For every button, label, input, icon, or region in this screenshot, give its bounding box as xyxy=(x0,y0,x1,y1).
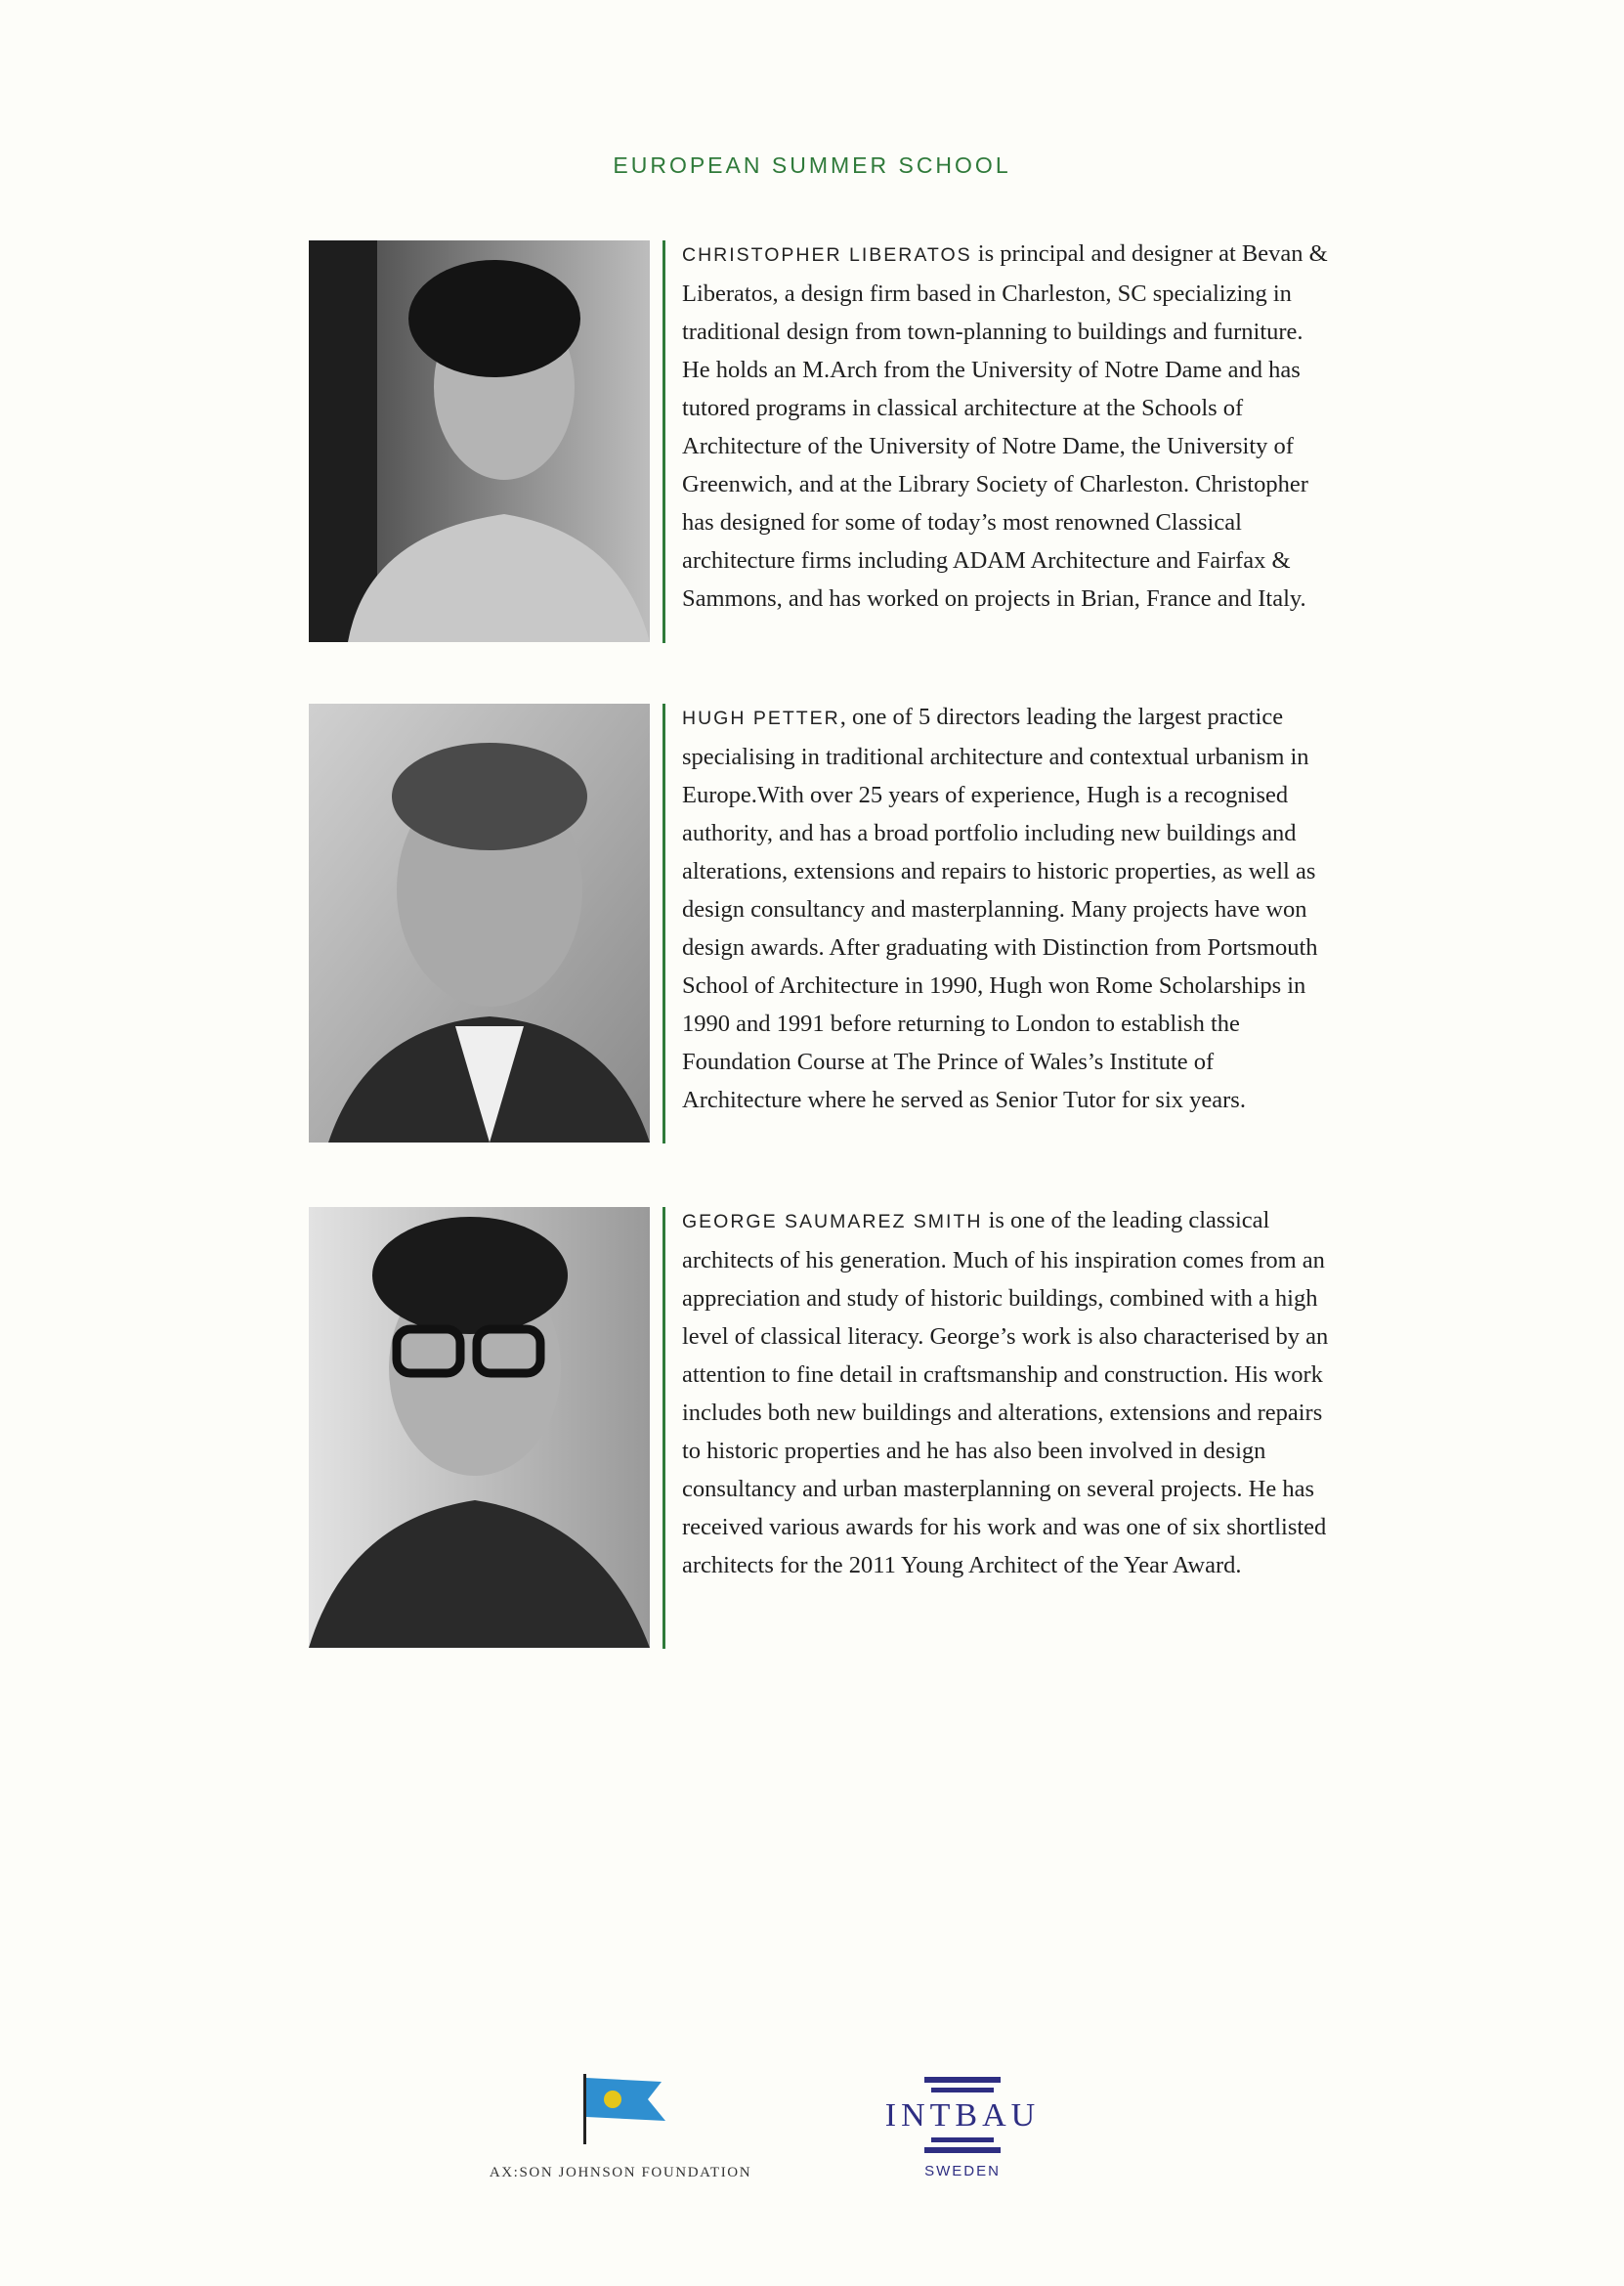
bio-divider xyxy=(662,1207,665,1649)
bio-body: , one of 5 directors leading the largest practice specialising in traditional architecture and contextual urbanism in Europe.With over 25 years of experience, Hugh is a recognised authority, and has a broad portfolio including new buildings and alterations, extensions and repairs to historic properties, as well as design consultancy and masterplanning. Many projects have won design awards. After graduating with Distinction from Portsmouth School of Architecture in 1990, Hugh won Rome Scholarships in 1990 and 1991 before returning to London to establish the Foundation Course at The Prince of Wales’s Institute of Architecture where he served as Senior Tutor for six years. xyxy=(682,704,1318,1113)
bio-text xyxy=(682,1201,1333,1584)
intbau-wordmark: INTBAU xyxy=(884,2097,1041,2134)
bio-text xyxy=(682,235,1333,618)
intbau-country: SWEDEN xyxy=(924,2163,1001,2179)
column-capital-icon xyxy=(924,2077,1001,2083)
bio-christopher-liberatos xyxy=(309,240,1328,643)
column-base-icon xyxy=(924,2147,1001,2153)
column-base-bar xyxy=(931,2137,994,2142)
column-capital-bar xyxy=(931,2088,994,2092)
bio-body: is principal and designer at Bevan & Liberatos, a design firm based in Charleston, SC specializing in traditional design from town-planning to buildings and furniture. He holds an M.Arch from the University of Notre Dame and has tutored programs in classical architecture at the Schools of Architecture of the University of Notre Dame, the University of Greenwich, and at the Library Society of Charleston. Christopher has designed for some of today’s most renowned Classical architecture firms including ADAM Architecture and Fairfax & Sammons, and has worked on projects in Brian, France and Italy. xyxy=(682,240,1328,612)
portrait-christopher-liberatos xyxy=(309,240,650,642)
bio-hugh-petter xyxy=(309,704,1318,1143)
portrait-george-saumarez-smith xyxy=(309,1207,650,1648)
pennant-flag-icon xyxy=(572,2070,669,2148)
page-header: EUROPEAN SUMMER SCHOOL xyxy=(613,152,1011,178)
bio-name: GEORGE SAUMAREZ SMITH xyxy=(682,1211,983,1232)
bio-body: is one of the leading classical architects of his generation. Much of his inspiration comes from an appreciation and study of historic buildings, combined with a high level of classical literacy. George’s work is also characterised by an attention to fine detail in craftsmanship and construction. His work includes both new buildings and alterations, extensions and repairs to historic properties and he has also been involved in design consultancy and urban masterplanning on several projects. He has received various awards for his work and was one of six shortlisted architects for the 2011 Young Architect of the Year Award. xyxy=(682,1207,1329,1578)
bio-divider xyxy=(662,240,665,643)
bio-name: HUGH PETTER xyxy=(682,708,840,729)
bio-text xyxy=(682,698,1333,1119)
bio-george-saumarez-smith xyxy=(309,1207,1329,1649)
bio-name: CHRISTOPHER LIBERATOS xyxy=(682,244,972,266)
axson-johnson-foundation-logo xyxy=(459,2070,782,2181)
intbau-sweden-logo xyxy=(860,2077,1065,2179)
foundation-name: AX:SON JOHNSON FOUNDATION xyxy=(489,2165,752,2180)
portrait-hugh-petter xyxy=(309,704,650,1143)
bio-divider xyxy=(662,704,665,1143)
